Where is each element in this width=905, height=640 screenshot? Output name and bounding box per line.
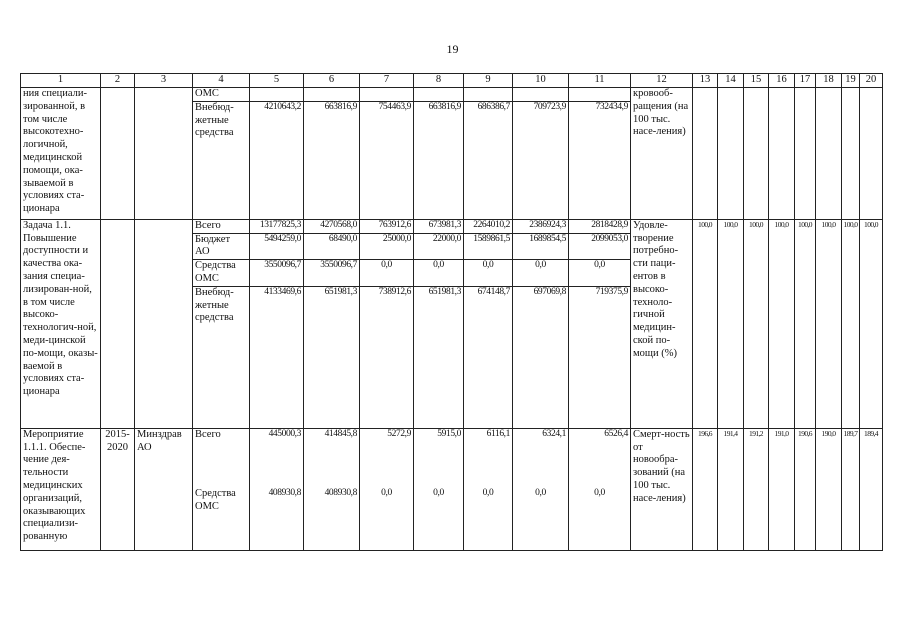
value-cell: 6324,1 [513, 428, 569, 488]
target-cell: 100,0 [860, 219, 883, 428]
value-cell: 738912,6 [360, 286, 414, 428]
header-cell: 19 [842, 74, 860, 88]
value-cell: 4210643,2 [250, 101, 304, 219]
target-cell: 100,0 [816, 219, 842, 428]
value-cell: 414845,8 [304, 428, 360, 488]
target-cell [842, 88, 860, 220]
source-cell: Средства ОМС [193, 260, 250, 287]
value-cell: 5494259,0 [250, 233, 304, 260]
target-cell: 191,0 [769, 428, 795, 550]
value-cell: 674148,7 [464, 286, 513, 428]
header-cell: 17 [795, 74, 816, 88]
value-cell: 3550096,7 [250, 260, 304, 287]
value-cell [513, 88, 569, 102]
value-cell: 408930,8 [250, 488, 304, 550]
target-cell [860, 88, 883, 220]
target-cell [816, 88, 842, 220]
header-cell: 1 [21, 74, 101, 88]
executor-cell: Минздрав АО [135, 428, 193, 550]
period-cell [101, 88, 135, 220]
period-cell [101, 219, 135, 428]
executor-cell [135, 88, 193, 220]
executor-cell [135, 219, 193, 428]
item-name-cell: ния специали-зированной, в том числе высокотехно-логичной, медицинской помощи, ока-зываемой в условиях ста-ционара [21, 88, 101, 220]
value-cell: 445000,3 [250, 428, 304, 488]
target-cell: 100,0 [769, 219, 795, 428]
target-cell: 100,0 [795, 219, 816, 428]
indicator-cell: Смерт-ность от новообра-зований (на 100 тыс. насе-ления) [631, 428, 693, 550]
value-cell: 0,0 [513, 260, 569, 287]
value-cell: 0,0 [360, 488, 414, 550]
value-cell: 0,0 [414, 488, 464, 550]
header-cell: 2 [101, 74, 135, 88]
target-cell [769, 88, 795, 220]
value-cell: 4270568,0 [304, 219, 360, 233]
value-cell: 763912,6 [360, 219, 414, 233]
value-cell: 0,0 [569, 260, 631, 287]
target-cell: 189,4 [860, 428, 883, 550]
value-cell [464, 88, 513, 102]
table-row [21, 428, 883, 488]
header-cell: 7 [360, 74, 414, 88]
value-cell: 2818428,9 [569, 219, 631, 233]
indicator-cell: Удовле-творение потребно-сти паци-ентов в высоко-техноло-гичной медицин-ской по-мощи (%) [631, 219, 693, 428]
item-name-cell: Мероприятие 1.1.1. Обеспе-чение дея-тельности медицинских организаций, оказывающих специализи-рованную [21, 428, 101, 550]
indicator-cell: кровооб-ращения (на 100 тыс. насе-ления) [631, 88, 693, 220]
value-cell: 754463,9 [360, 101, 414, 219]
header-cell: 3 [135, 74, 193, 88]
item-name-cell: Задача 1.1. Повышение доступности и качества ока-зания специа-лизирован-ной, в том числе высоко-технологич-ной, меди-цинской по-мощи, оказы-ваемой в условиях ста-ционара [21, 219, 101, 428]
value-cell [569, 88, 631, 102]
target-cell: 190,6 [795, 428, 816, 550]
source-cell: Всего [193, 219, 250, 233]
source-cell: Средства ОМС [193, 488, 250, 550]
header-cell: 13 [693, 74, 718, 88]
value-cell: 673981,3 [414, 219, 464, 233]
source-cell: ОМС [193, 88, 250, 102]
program-table [20, 73, 883, 551]
source-cell: Внебюд-жетные средства [193, 286, 250, 428]
target-cell [693, 88, 718, 220]
value-cell: 6526,4 [569, 428, 631, 488]
target-cell: 191,4 [718, 428, 744, 550]
target-cell [795, 88, 816, 220]
value-cell: 13177825,3 [250, 219, 304, 233]
value-cell: 0,0 [360, 260, 414, 287]
value-cell: 709723,9 [513, 101, 569, 219]
value-cell [304, 88, 360, 102]
value-cell: 0,0 [464, 488, 513, 550]
header-cell: 11 [569, 74, 631, 88]
value-cell: 0,0 [569, 488, 631, 550]
value-cell: 0,0 [464, 260, 513, 287]
target-cell [718, 88, 744, 220]
value-cell: 651981,3 [304, 286, 360, 428]
value-cell [250, 88, 304, 102]
source-cell: Бюджет АО [193, 233, 250, 260]
target-cell: 189,7 [842, 428, 860, 550]
target-cell: 100,0 [842, 219, 860, 428]
target-cell: 100,0 [744, 219, 769, 428]
source-cell: Внебюд-жетные средства [193, 101, 250, 219]
target-cell [744, 88, 769, 220]
target-cell: 191,2 [744, 428, 769, 550]
value-cell: 0,0 [414, 260, 464, 287]
target-cell: 190,0 [816, 428, 842, 550]
header-cell: 9 [464, 74, 513, 88]
value-cell [360, 88, 414, 102]
value-cell: 663816,9 [304, 101, 360, 219]
value-cell: 6116,1 [464, 428, 513, 488]
value-cell: 25000,0 [360, 233, 414, 260]
value-cell: 1589861,5 [464, 233, 513, 260]
header-cell: 20 [860, 74, 883, 88]
value-cell: 68490,0 [304, 233, 360, 260]
header-cell: 15 [744, 74, 769, 88]
value-cell: 686386,7 [464, 101, 513, 219]
value-cell: 4133469,6 [250, 286, 304, 428]
header-cell: 6 [304, 74, 360, 88]
header-cell: 8 [414, 74, 464, 88]
value-cell: 5272,9 [360, 428, 414, 488]
value-cell: 22000,0 [414, 233, 464, 260]
source-cell: Всего [193, 428, 250, 488]
value-cell: 0,0 [513, 488, 569, 550]
target-cell: 100,0 [718, 219, 744, 428]
value-cell: 2264010,2 [464, 219, 513, 233]
header-cell: 12 [631, 74, 693, 88]
header-cell: 5 [250, 74, 304, 88]
table-row [21, 88, 883, 102]
value-cell: 1689854,5 [513, 233, 569, 260]
value-cell: 697069,8 [513, 286, 569, 428]
value-cell: 719375,9 [569, 286, 631, 428]
header-cell: 16 [769, 74, 795, 88]
header-cell: 10 [513, 74, 569, 88]
value-cell: 5915,0 [414, 428, 464, 488]
period-cell: 2015-2020 [101, 428, 135, 550]
value-cell [414, 88, 464, 102]
value-cell: 3550096,7 [304, 260, 360, 287]
target-cell: 100,0 [693, 219, 718, 428]
value-cell: 2099053,0 [569, 233, 631, 260]
value-cell: 651981,3 [414, 286, 464, 428]
page-number: 19 [446, 42, 459, 56]
value-cell: 408930,8 [304, 488, 360, 550]
table-row [21, 219, 883, 233]
value-cell: 663816,9 [414, 101, 464, 219]
value-cell: 2386924,3 [513, 219, 569, 233]
header-row [21, 74, 883, 88]
value-cell: 732434,9 [569, 101, 631, 219]
header-cell: 18 [816, 74, 842, 88]
target-cell: 196,6 [693, 428, 718, 550]
header-cell: 4 [193, 74, 250, 88]
header-cell: 14 [718, 74, 744, 88]
